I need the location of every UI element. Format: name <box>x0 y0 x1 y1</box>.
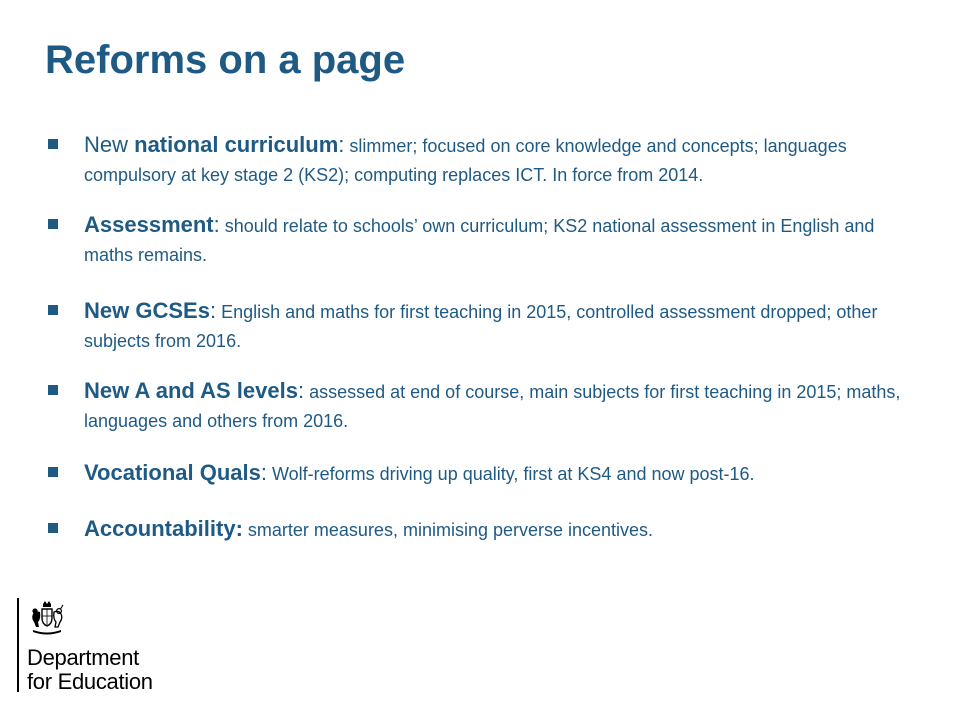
reforms-bullet-list <box>45 130 925 545</box>
department-for-education-logo <box>17 598 187 698</box>
bullet-body: should relate to schools’ own curriculum; KS2 national assessment in English and maths remains. <box>84 216 875 265</box>
bullet-heading: Vocational Quals <box>84 460 261 485</box>
bullet-body: English and maths for first teaching in 2015, controlled assessment dropped; other subjects from 2016. <box>84 302 878 351</box>
square-bullet-icon <box>48 467 58 477</box>
bullet-accountability <box>45 514 925 545</box>
bullet-body: smarter measures, minimising perverse incentives. <box>242 520 654 540</box>
square-bullet-icon <box>48 139 58 149</box>
bullet-vocational-quals <box>45 458 925 489</box>
bullet-separator: : <box>338 132 345 157</box>
bullet-separator: : <box>213 212 220 237</box>
logo-line-for-education: for Education <box>27 669 153 694</box>
square-bullet-icon <box>48 523 58 533</box>
logo-divider <box>17 598 19 692</box>
bullet-heading: New A and AS levels <box>84 378 298 403</box>
bullet-heading: Assessment <box>84 212 214 237</box>
square-bullet-icon <box>48 385 58 395</box>
bullet-body: assessed at end of course, main subjects for first teaching in 2015; maths, languages and others from 2016. <box>84 382 901 431</box>
bullet-lead: New <box>84 132 135 157</box>
square-bullet-icon <box>48 219 58 229</box>
bullet-heading: Accountability: <box>84 516 243 541</box>
logo-wordmark <box>27 646 153 694</box>
bullet-body: slimmer; focused on core knowledge and concepts; languages compulsory at key stage 2 (KS2); computing replaces ICT. In force from 2014. <box>84 136 847 185</box>
bullet-new-a-and-as-levels <box>45 376 925 436</box>
logo-line-department: Department <box>27 645 139 670</box>
bullet-separator: : <box>297 378 305 403</box>
bullet-heading: national curriculum <box>134 132 339 157</box>
square-bullet-icon <box>48 305 58 315</box>
bullet-separator: : <box>260 460 267 485</box>
bullet-separator: : <box>209 298 217 323</box>
bullet-body: Wolf-reforms driving up quality, first at KS4 and now post-16. <box>266 464 755 484</box>
bullet-heading: New GCSEs <box>84 298 210 323</box>
bullet-assessment <box>45 210 925 270</box>
slide-title: Reforms on a page <box>45 38 406 82</box>
royal-coat-of-arms-icon <box>27 600 67 636</box>
bullet-national-curriculum <box>45 130 925 190</box>
bullet-new-gcses <box>45 296 925 356</box>
